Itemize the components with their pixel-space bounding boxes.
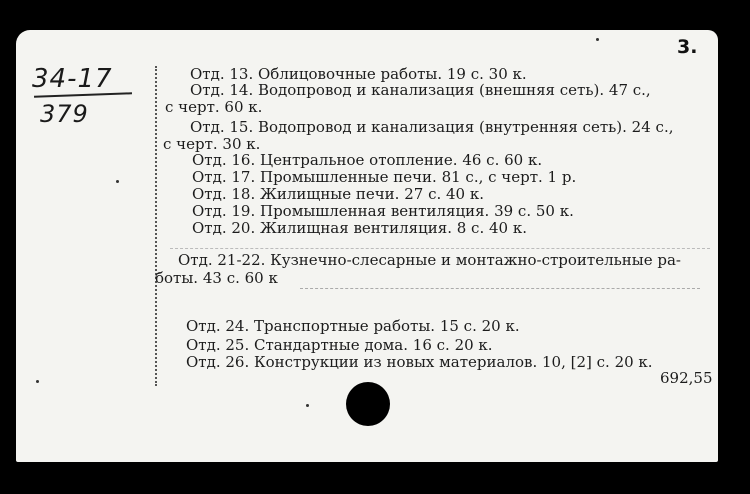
entry-15-cont: с черт. 30 к.: [163, 135, 261, 153]
speck: [116, 180, 119, 183]
entry-20: Отд. 20. Жилищная вентиляция. 8 с. 40 к.: [192, 219, 527, 237]
entry-26: Отд. 26. Конструкции из новых материалов. 10, [2] с. 20 к.: [186, 353, 653, 371]
entry-24: Отд. 24. Транспортные работы. 15 с. 20 к.: [186, 317, 520, 335]
call-number-text: 34-17: [32, 64, 113, 94]
margin-rule: [155, 66, 158, 386]
faint-rule-2: [300, 288, 700, 289]
ink-blot: [346, 382, 390, 426]
entry-18: Отд. 18. Жилищные печи. 27 с. 40 к.: [192, 185, 485, 203]
entry-21-22: Отд. 21-22. Кузнечно-слесарные и монтажно-строительные ра-: [178, 251, 681, 269]
entry-21-22-cont: боты. 43 с. 60 к: [155, 269, 278, 287]
page-number: 3.: [677, 36, 698, 58]
faint-rule: [170, 248, 710, 249]
speck: [306, 404, 309, 407]
total-figure: 692,55: [660, 369, 713, 387]
entry-19: Отд. 19. Промышленная вентиляция. 39 с. 50 к.: [192, 202, 574, 220]
speck: [36, 380, 39, 383]
speck: [596, 38, 599, 41]
entry-16: Отд. 16. Центральное отопление. 46 с. 60 к.: [192, 151, 543, 169]
handwritten-number: 379: [40, 100, 89, 128]
entry-14-cont: с черт. 60 к.: [165, 98, 263, 116]
entry-25: Отд. 25. Стандартные дома. 16 с. 20 к.: [186, 336, 493, 354]
entry-17: Отд. 17. Промышленные печи. 81 с., с черт. 1 р.: [192, 168, 577, 186]
entry-15: Отд. 15. Водопровод и канализация (внутренняя сеть). 24 с.,: [190, 118, 674, 136]
handwritten-call-number: [32, 64, 113, 94]
entry-14: Отд. 14. Водопровод и канализация (внешняя сеть). 47 с.,: [190, 81, 651, 99]
entry-13: Отд. 13. Облицовочные работы. 19 с. 30 к.: [190, 65, 527, 83]
